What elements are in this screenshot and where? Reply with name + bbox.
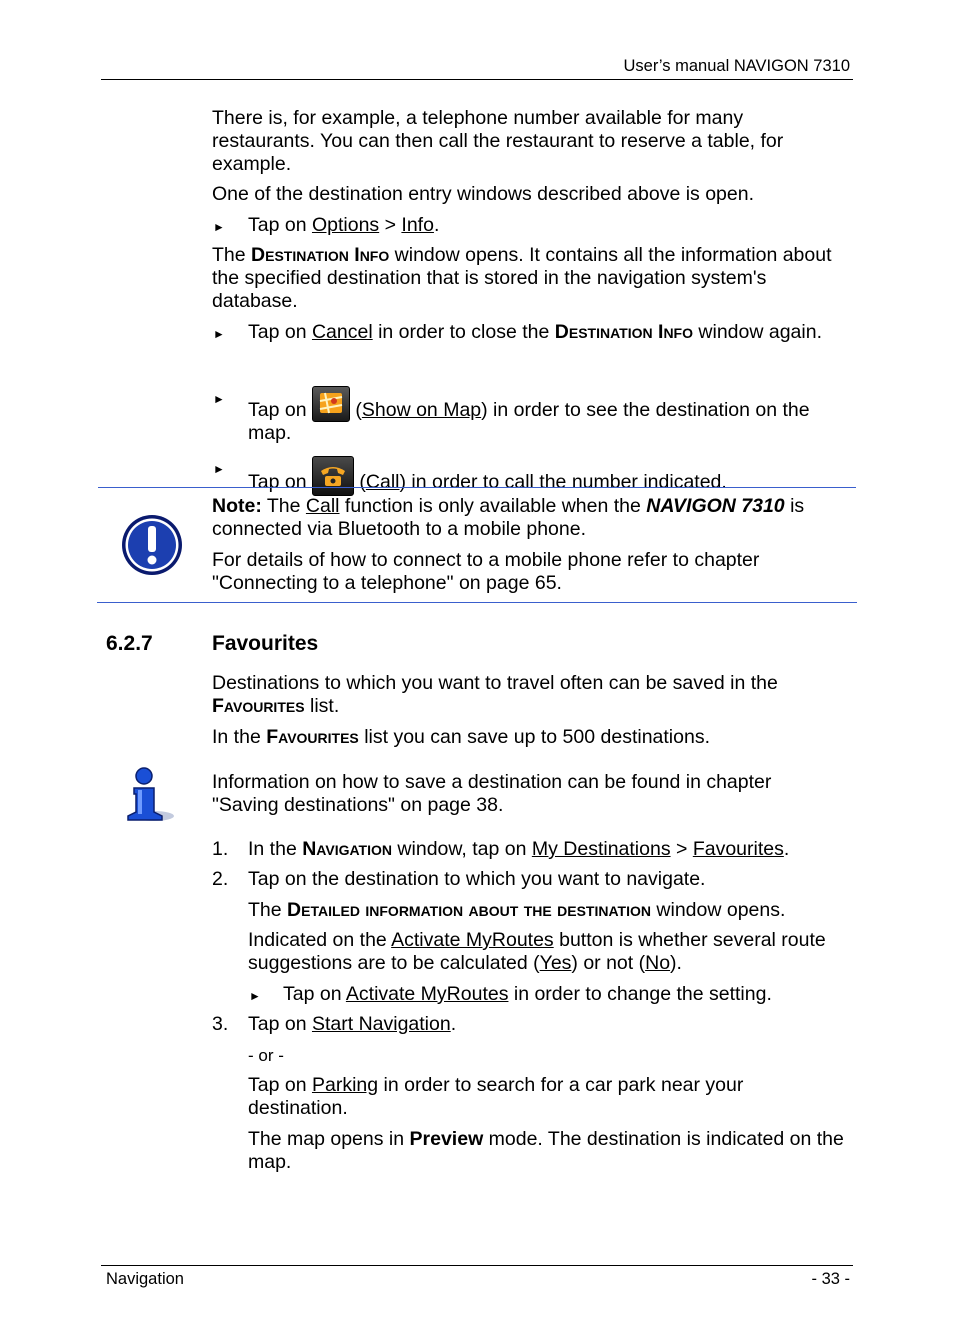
call-icon[interactable] xyxy=(312,456,354,496)
no-link[interactable]: No xyxy=(645,952,671,974)
paragraph-favourites-limit: In the Favourites list you can save up to 500 destinations. xyxy=(212,726,711,748)
note-bottom-rule xyxy=(97,602,857,603)
step-3-preview: The map opens in Preview mode. The destination is indicated on the map. xyxy=(248,1128,844,1173)
start-navigation-link[interactable]: Start Navigation xyxy=(311,1013,451,1035)
bullet-arrow-icon: ► xyxy=(213,327,225,341)
instruction-show-on-map: Tap on (Show on Map) in order to see the destination on the map. xyxy=(248,386,848,445)
paragraph-destination-info: The Destination Info window opens. It contains all the information about the specified destination that is stored in the navigation system's database. xyxy=(212,244,832,312)
note-paragraph: Note: The Call function is only available when the NAVIGON 7310 is connected via Bluetooth to a mobile phone. xyxy=(212,495,805,540)
show-on-map-icon[interactable] xyxy=(312,386,350,422)
step-number: 3. xyxy=(212,1013,229,1035)
step-2-myroutes: Indicated on the Activate MyRoutes button is whether several route suggestions are to be calculated (Yes) or not (No). xyxy=(248,929,826,974)
note-paragraph-2: For details of how to connect to a mobile phone refer to chapter "Connecting to a telephone" on page 65. xyxy=(212,549,760,594)
note-top-rule xyxy=(98,487,856,488)
section-title: Favourites xyxy=(212,632,319,655)
bullet-arrow-icon: ► xyxy=(213,392,225,406)
call-link[interactable]: Call xyxy=(365,471,400,493)
bullet-arrow-icon: ► xyxy=(213,462,225,476)
instruction-cancel: Tap on Cancel in order to close the Destination Info window again. xyxy=(248,321,822,343)
footer-page-number: - 33 - xyxy=(811,1270,850,1288)
footer-section: Navigation xyxy=(106,1270,184,1288)
step-3-parking: Tap on Parking in order to search for a car park near your destination. xyxy=(248,1074,744,1119)
bullet-arrow-icon: ► xyxy=(213,220,225,234)
bullet-arrow-icon: ► xyxy=(249,989,261,1003)
step-number: 1. xyxy=(212,838,229,860)
note-call-link[interactable]: Call xyxy=(305,495,340,517)
paragraph-entry-open: One of the destination entry windows described above is open. xyxy=(212,183,755,205)
section-number: 6.2.7 xyxy=(106,632,153,655)
favourites-link[interactable]: Favourites xyxy=(692,838,784,860)
exclamation-icon xyxy=(121,514,183,576)
step-2: Tap on the destination to which you want to navigate. xyxy=(248,868,706,890)
activate-myroutes-link[interactable]: Activate MyRoutes xyxy=(345,983,509,1005)
activate-myroutes-link[interactable]: Activate MyRoutes xyxy=(391,929,554,951)
footer-rule xyxy=(101,1265,853,1266)
show-on-map-link[interactable]: Show on Map xyxy=(361,399,482,421)
instruction-options-info: Tap on Options > Info. xyxy=(248,214,440,236)
info-link[interactable]: Info xyxy=(401,214,434,236)
page-header: User’s manual NAVIGON 7310 xyxy=(623,57,850,75)
step-3: Tap on Start Navigation. xyxy=(248,1013,457,1035)
info-person-icon xyxy=(124,766,176,824)
or-separator: - or - xyxy=(248,1046,284,1065)
parking-link[interactable]: Parking xyxy=(311,1074,379,1096)
instruction-call: Tap on (Call) in order to call the number indicated. xyxy=(248,456,848,496)
yes-link[interactable]: Yes xyxy=(539,952,572,974)
paragraph-intro: There is, for example, a telephone number available for many restaurants. You can then call the restaurant to reserve a table, for example. xyxy=(212,107,784,175)
info-paragraph: Information on how to save a destination can be found in chapter "Saving destinations" on page 38. xyxy=(212,771,772,816)
step-number: 2. xyxy=(212,868,229,890)
options-link[interactable]: Options xyxy=(311,214,380,236)
my-destinations-link[interactable]: My Destinations xyxy=(531,838,671,860)
step-1: In the Navigation window, tap on My Destinations > Favourites. xyxy=(248,838,790,860)
step-2-detail: The Detailed information about the destination window opens. xyxy=(248,899,786,921)
cancel-link[interactable]: Cancel xyxy=(311,321,373,343)
header-rule xyxy=(101,79,853,80)
paragraph-favourites-intro: Destinations to which you want to travel often can be saved in the Favourites list. xyxy=(212,672,778,717)
step-2-toggle: Tap on Activate MyRoutes in order to change the setting. xyxy=(283,983,772,1005)
